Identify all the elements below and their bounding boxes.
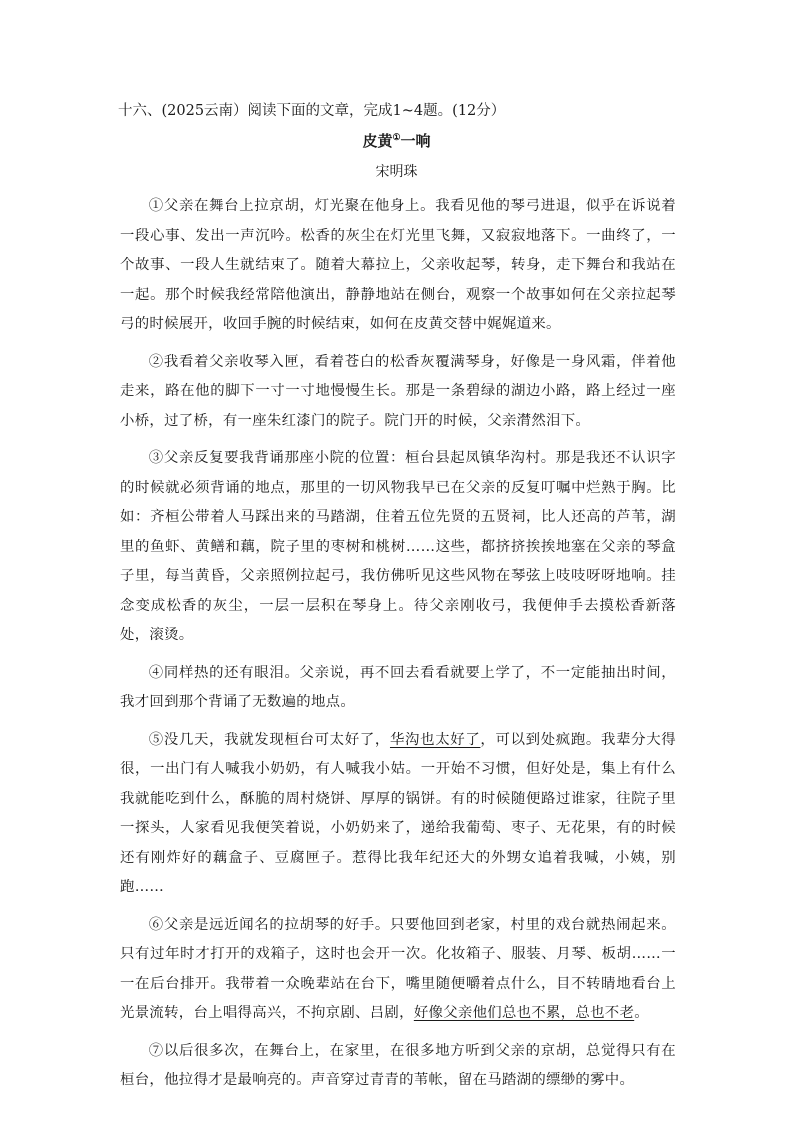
paragraph-6-part-1: ⑥父亲是远近闻名的拉胡琴的好手。只要他回到老家，村里的戏台就热闹起来。只有过年时才打开的戏箱子，这时也会开一次。化妆箱子、服装、月琴、板胡……一一在后台排开。我带着一众晚辈站在台下，嘴里随便嚼着点什么，目不转睛地看台上光景流转，台上唱得高兴，不拘京剧、吕剧， [120, 916, 676, 1021]
article-author: 宋明珠 [375, 164, 418, 180]
title-footnote-marker: ① [392, 133, 401, 143]
question-header: 十六、(2025云南）阅读下面的文章，完成1~4题。(12分） [118, 103, 506, 119]
paragraph-5 [120, 726, 676, 903]
underlined-sentence-1: 华沟也太好了 [389, 731, 481, 748]
paragraph-6-part-2: 。 [634, 1005, 649, 1021]
paragraph-6 [120, 911, 676, 1029]
article-title [0, 130, 793, 152]
article-body [120, 192, 676, 1104]
paragraph-5-part-2: ，可以到处疯跑。我辈分大得很，一出门有人喊我小奶奶，有人喊我小姑。一开始不习惯，但好处是，集上有什么我就能吃到什么，酥脆的周村烧饼、厚厚的锅饼。有的时候随便路过谁家，往院子里一探头，人家看见我便笑着说，小奶奶来了，递给我葡萄、枣子、无花果，有的时候还有刚炸好的藕盒子、豆腐匣子。惹得比我年纪还大的外甥女追着我喊，小姨，别跑…… [120, 731, 676, 895]
paragraph-2: ②我看着父亲收琴入匣，看着苍白的松香灰覆满琴身，好像是一身风霜，伴着他走来，路在他的脚下一寸一寸地慢慢生长。那是一条碧绿的湖边小路，路上经过一座小桥，过了桥，有一座朱红漆门的院子。院门开的时候，父亲潸然泪下。 [120, 353, 676, 429]
paragraph-3: ③父亲反复要我背诵那座小院的位置：桓台县起凤镇华沟村。那是我还不认识字的时候就必须背诵的地点，那里的一切风物我早已在父亲的反复叮嘱中烂熟于胸。比如：齐桓公带着人马踩出来的马踏湖，住着五位先贤的五贤祠，比人还高的芦苇，湖里的鱼虾、黄鳝和藕，院子里的枣树和桃树……这些，都挤挤挨挨地塞在父亲的琴盒子里，每当黄昏，父亲照例拉起弓，我仿佛听见这些风物在琴弦上吱吱呀呀地响。挂念变成松香的灰尘，一层一层积在琴身上。待父亲刚收弓，我便伸手去摸松香新落处，滚烫。 [120, 450, 676, 643]
title-part-2: 一响 [400, 132, 431, 150]
paragraph-1: ①父亲在舞台上拉京胡，灯光聚在他身上。我看见他的琴弓进退，似乎在诉说着一段心事、发出一声沉吟。松香的灰尘在灯光里飞舞，又寂寂地落下。一曲终了，一个故事、一段人生就结束了。随着大幕拉上，父亲收起琴，转身，走下舞台和我站在一起。那个时候我经常陪他演出，静静地站在侧台，观察一个故事如何在父亲拉起琴弓的时候展开，收回手腕的时候结束，如何在皮黄交替中娓娓道来。 [120, 198, 676, 332]
underlined-sentence-2: 好像父亲他们总也不累，总也不老 [413, 1005, 635, 1021]
paragraph-5-part-1: ⑤没几天，我就发现桓台可太好了， [148, 731, 390, 748]
paragraph-7: ⑦以后很多次，在舞台上，在家里，在很多地方听到父亲的京胡，总觉得只有在桓台，他拉得才是最响亮的。声音穿过青青的苇帐，留在马踏湖的缥缈的雾中。 [120, 1042, 676, 1088]
paragraph-4: ④同样热的还有眼泪。父亲说，再不回去看看就要上学了，不一定能抽出时间，我才回到那个背诵了无数遍的地点。 [120, 664, 676, 710]
title-part-1: 皮黄 [362, 132, 393, 150]
